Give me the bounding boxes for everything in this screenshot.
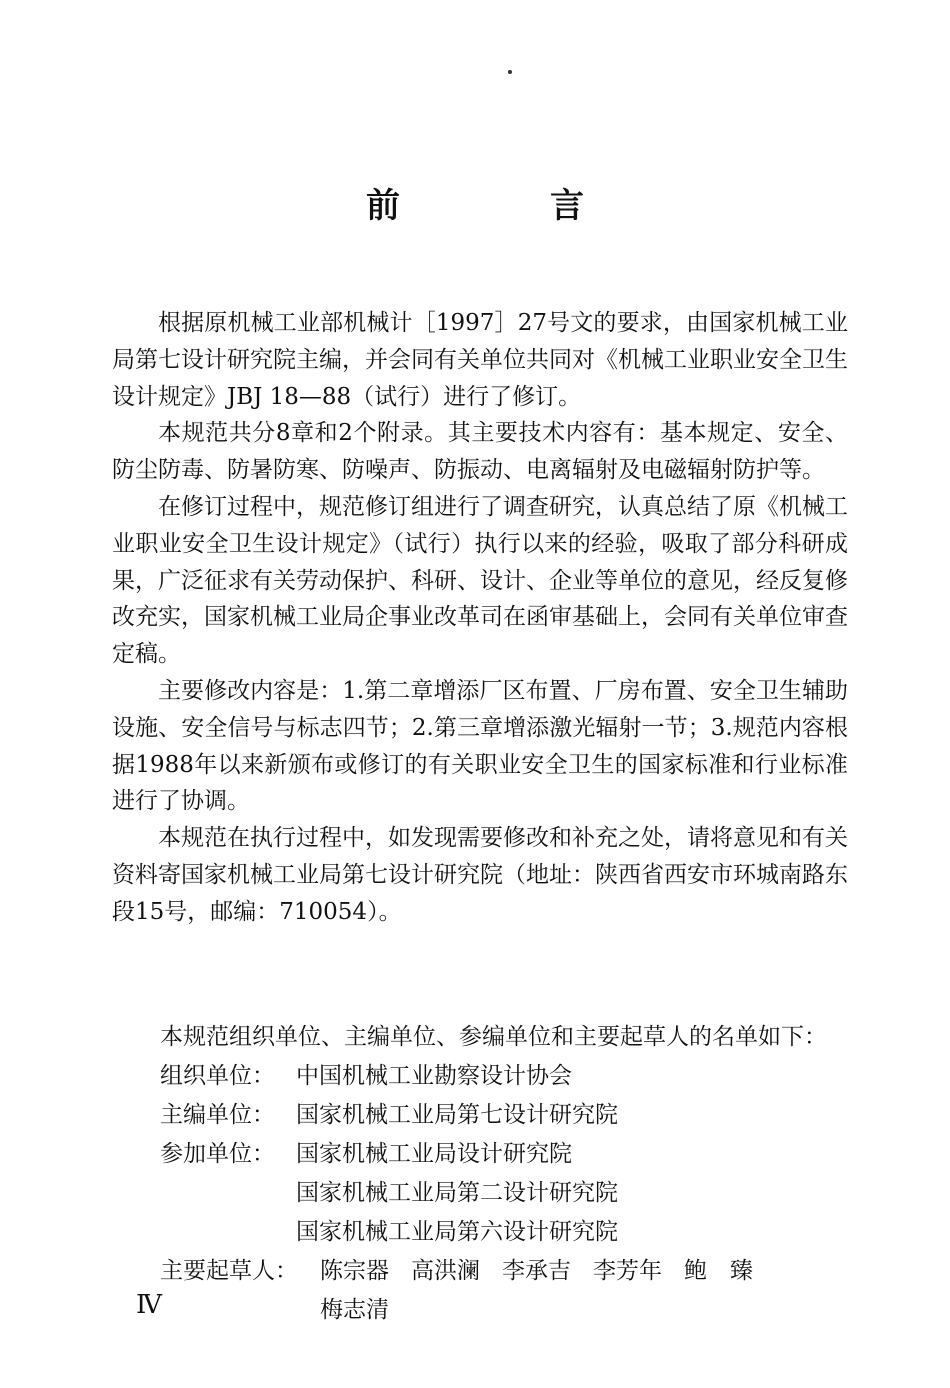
- drafters-row: [160, 1252, 860, 1291]
- contributors-list: [160, 1018, 860, 1330]
- editor-label: 主编单位：: [160, 1102, 275, 1128]
- drafter-name: 陈宗器: [320, 1258, 389, 1284]
- preface-body: [112, 305, 848, 931]
- paragraph-1: 根据原机械工业部机械计［1997］27号文的要求，由国家机械工业局第七设计研究院主编，并会同有关单位共同对《机械工业职业安全卫生设计规定》JBJ 18—88（试行）进行了修订。: [112, 310, 848, 410]
- page-title: 前 言: [366, 186, 642, 226]
- org-label: 组织单位：: [160, 1063, 275, 1089]
- participant-3: 国家机械工业局第六设计研究院: [296, 1219, 618, 1245]
- participant-1: 国家机械工业局设计研究院: [296, 1141, 572, 1167]
- editor-value: 国家机械工业局第七设计研究院: [296, 1102, 618, 1128]
- participants-label: 参加单位：: [160, 1141, 275, 1167]
- list-intro: 本规范组织单位、主编单位、参编单位和主要起草人的名单如下：: [160, 1024, 827, 1050]
- paragraph-4: 主要修改内容是：1.第二章增添厂区布置、厂房布置、安全卫生辅助设施、安全信号与标志四节；2.第三章增添激光辐射一节；3.规范内容根据1988年以来新颁布或修订的有关职业安全卫生的国家标准和行业标准进行了协调。: [112, 677, 848, 815]
- drafters-names: [320, 1252, 753, 1291]
- stray-mark: [508, 70, 512, 74]
- drafters-row-2: [160, 1291, 860, 1330]
- drafters-label: 主要起草人：: [160, 1258, 298, 1284]
- drafter-name: 高洪澜: [411, 1258, 480, 1284]
- page-number: Ⅳ: [136, 1290, 162, 1320]
- drafter-name: 梅志清: [320, 1297, 389, 1323]
- participants-row-3: [160, 1213, 860, 1252]
- paragraph-5: 本规范在执行过程中，如发现需要修改和补充之处，请将意见和有关资料寄国家机械工业局第七设计研究院（地址：陕西省西安市环城南路东段15号，邮编：710054）。: [112, 825, 848, 925]
- drafter-name: 李承吉: [502, 1258, 571, 1284]
- participant-2: 国家机械工业局第二设计研究院: [296, 1180, 618, 1206]
- participants-row: [160, 1135, 860, 1174]
- paragraph-2: 本规范共分8章和2个附录。其主要技术内容有：基本规定、安全、防尘防毒、防暑防寒、防噪声、防振动、电离辐射及电磁辐射防护等。: [112, 420, 848, 484]
- editor-row: [160, 1096, 860, 1135]
- org-row: [160, 1057, 860, 1096]
- drafter-name: 李芳年: [593, 1258, 662, 1284]
- participants-row-2: [160, 1174, 860, 1213]
- drafter-name: 鲍 臻: [684, 1258, 753, 1284]
- paragraph-3: 在修订过程中，规范修订组进行了调查研究，认真总结了原《机械工业职业安全卫生设计规定》（试行）执行以来的经验，吸取了部分科研成果，广泛征求有关劳动保护、科研、设计、企业等单位的意见，经反复修改充实，国家机械工业局企事业改革司在函审基础上，会同有关单位审查定稿。: [112, 493, 848, 668]
- org-value: 中国机械工业勘察设计协会: [296, 1063, 572, 1089]
